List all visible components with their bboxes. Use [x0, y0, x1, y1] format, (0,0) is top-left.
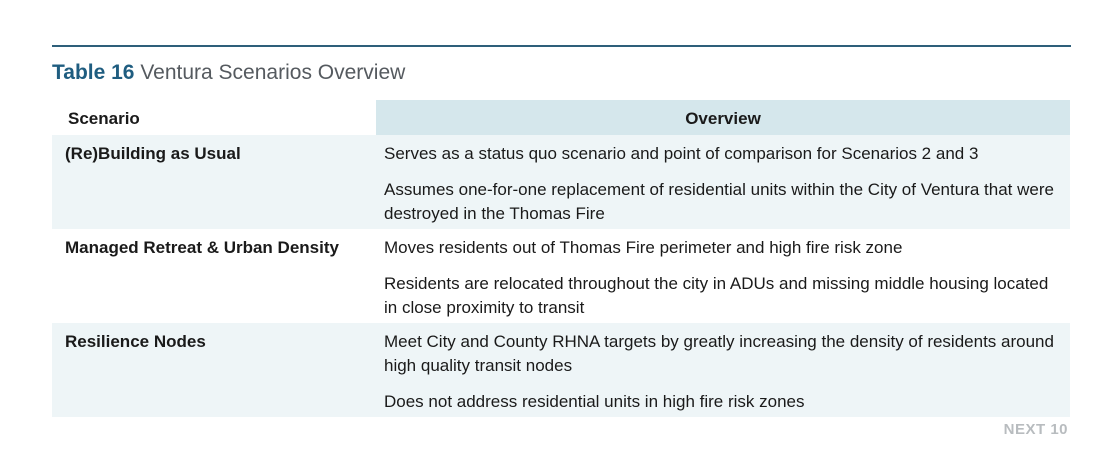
- scenarios-table: [52, 100, 1070, 417]
- footer-brand: NEXT 10: [1003, 421, 1068, 438]
- scenario-name: Resilience Nodes: [65, 332, 206, 351]
- overview-point: Does not address residential units in high fire risk zones: [384, 392, 805, 411]
- scenario-name: (Re)Building as Usual: [65, 144, 241, 163]
- header-scenario: Scenario: [52, 100, 376, 135]
- table-row: [52, 135, 1070, 229]
- table-row: [52, 323, 1070, 417]
- scenario-name: Managed Retreat & Urban Density: [65, 238, 339, 257]
- table-number: Table 16: [52, 61, 135, 84]
- table-caption: [52, 60, 405, 86]
- table-title: Ventura Scenarios Overview: [140, 61, 406, 84]
- overview-point: Assumes one-for-one replacement of residential units within the City of Ventura that were destroyed in the Thomas Fire: [384, 180, 1054, 223]
- overview-point: Meet City and County RHNA targets by greatly increasing the density of residents around high quality transit nodes: [384, 332, 1054, 375]
- table-row: [52, 229, 1070, 323]
- table-header-row: [52, 100, 1070, 135]
- overview-cell: [376, 323, 1070, 417]
- overview-cell: [376, 135, 1070, 229]
- overview-cell: [376, 229, 1070, 323]
- top-rule: [52, 45, 1071, 47]
- header-overview: Overview: [376, 100, 1070, 135]
- overview-point: Serves as a status quo scenario and point of comparison for Scenarios 2 and 3: [384, 144, 979, 163]
- overview-point: Residents are relocated throughout the city in ADUs and missing middle housing located in close proximity to transit: [384, 274, 1049, 317]
- overview-point: Moves residents out of Thomas Fire perimeter and high fire risk zone: [384, 238, 903, 257]
